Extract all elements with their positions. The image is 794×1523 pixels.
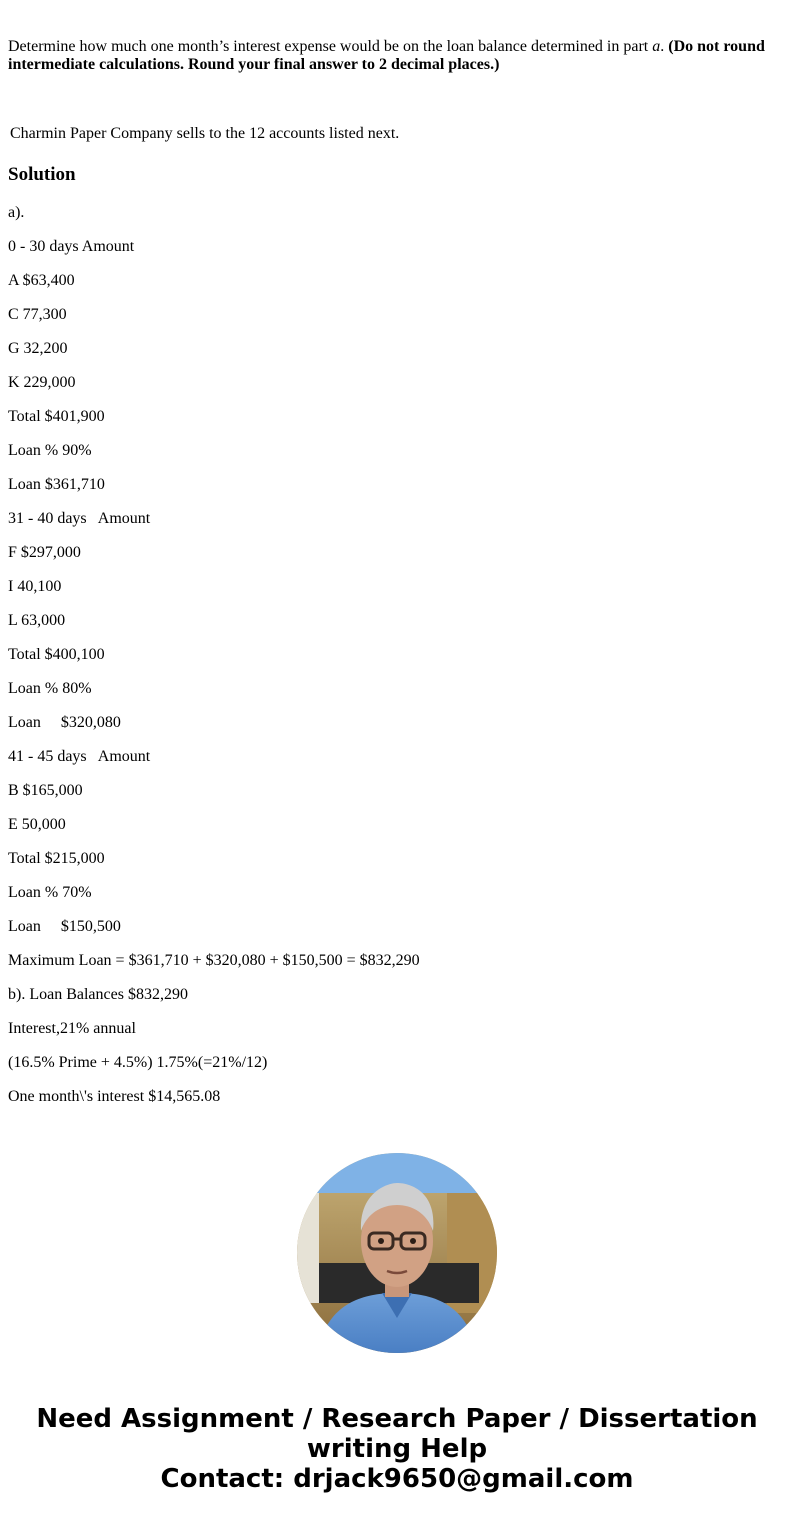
solution-line: L 63,000: [8, 612, 66, 629]
solution-heading: Solution: [8, 164, 76, 185]
solution-line: Loan % 90%: [8, 442, 92, 459]
promo-line-2: writing Help: [306, 1434, 488, 1464]
solution-line: b). Loan Balances $832,290: [8, 986, 188, 1003]
solution-line: 31 - 40 days Amount: [8, 510, 151, 527]
solution-line: K 229,000: [8, 374, 76, 391]
solution-line: Loan $320,080: [8, 714, 121, 731]
question-part-letter: a: [652, 38, 661, 55]
solution-line: B $165,000: [8, 782, 83, 799]
promo-contact: Contact: drjack9650@gmail.com: [160, 1464, 634, 1494]
solution-line: G 32,200: [8, 340, 68, 357]
solution-line: 41 - 45 days Amount: [8, 748, 151, 765]
solution-line: Interest,21% annual: [8, 1020, 136, 1037]
solution-line: E 50,000: [8, 816, 66, 833]
promo-line-1: Need Assignment / Research Paper / Dissertation: [36, 1404, 758, 1434]
solution-line: Total $401,900: [8, 408, 105, 425]
promo-banner: [0, 1404, 794, 1494]
solution-line: A $63,400: [8, 272, 75, 289]
author-avatar: [297, 1153, 497, 1353]
solution-lines: [8, 204, 420, 1122]
solution-line: Loan $150,500: [8, 918, 121, 935]
solution-line: a).: [8, 204, 25, 221]
solution-line: One month\'s interest $14,565.08: [8, 1088, 221, 1105]
question-period: .: [660, 38, 669, 55]
question-instruction: (Do not round intermediate calculations. Round your final answer to 2 decimal places.): [8, 38, 765, 73]
solution-line: Total $215,000: [8, 850, 105, 867]
solution-line: 0 - 30 days Amount: [8, 238, 135, 255]
solution-line: Loan % 70%: [8, 884, 92, 901]
question-body: Determine how much one month’s interest expense would be on the loan balance determined in part: [8, 38, 653, 55]
solution-line: Loan % 80%: [8, 680, 92, 697]
question-text: [8, 38, 786, 74]
solution-line: C 77,300: [8, 306, 67, 323]
solution-line: I 40,100: [8, 578, 62, 595]
solution-line: Maximum Loan = $361,710 + $320,080 + $150,500 = $832,290: [8, 952, 420, 969]
solution-line: (16.5% Prime + 4.5%) 1.75%(=21%/12): [8, 1054, 268, 1071]
solution-line: Loan $361,710: [8, 476, 105, 493]
author-photo: [297, 1153, 497, 1353]
solution-line: Total $400,100: [8, 646, 105, 663]
solution-line: F $297,000: [8, 544, 81, 561]
intro-text: Charmin Paper Company sells to the 12 accounts listed next.: [10, 125, 400, 142]
